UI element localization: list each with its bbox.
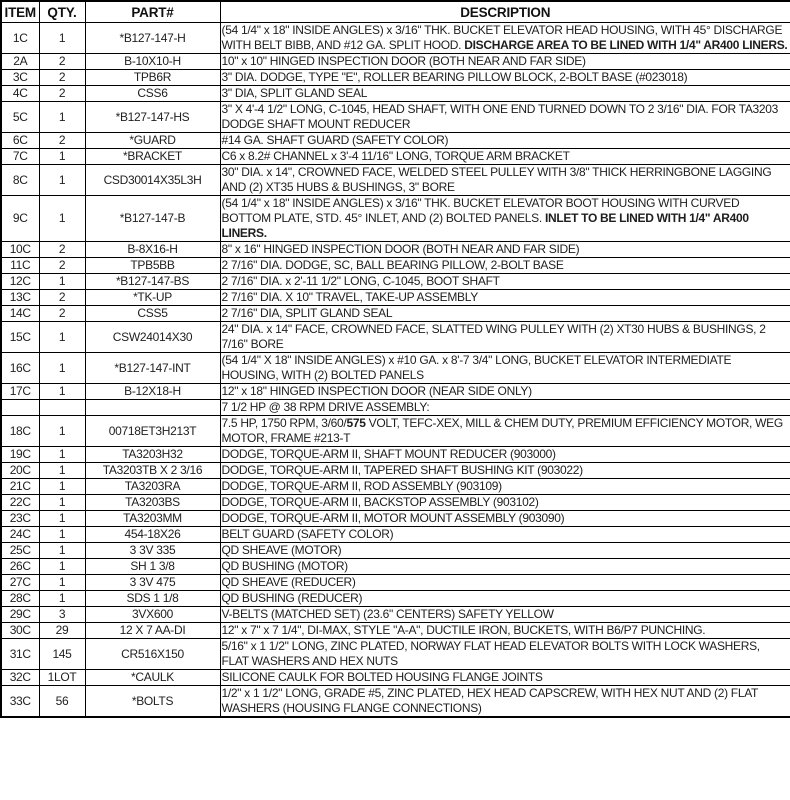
description-cell: QD BUSHING (MOTOR) xyxy=(220,559,790,575)
part-cell: B-12X18-H xyxy=(85,384,220,400)
qty-cell: 145 xyxy=(39,639,85,670)
table-row xyxy=(1,511,790,527)
table-row xyxy=(1,591,790,607)
table-row xyxy=(1,639,790,670)
table-row xyxy=(1,463,790,479)
qty-cell: 1 xyxy=(39,102,85,133)
part-cell: 3 3V 475 xyxy=(85,575,220,591)
qty-cell: 56 xyxy=(39,686,85,718)
table-row xyxy=(1,306,790,322)
table-body xyxy=(1,23,790,718)
item-cell: 20C xyxy=(1,463,39,479)
item-cell: 28C xyxy=(1,591,39,607)
table-row xyxy=(1,447,790,463)
qty-cell: 2 xyxy=(39,70,85,86)
qty-cell: 29 xyxy=(39,623,85,639)
table-row xyxy=(1,527,790,543)
description-cell: DODGE, TORQUE-ARM II, BACKSTOP ASSEMBLY (903102) xyxy=(220,495,790,511)
table-row xyxy=(1,416,790,447)
description-cell xyxy=(220,416,790,447)
qty-cell: 1 xyxy=(39,353,85,384)
description-cell: BELT GUARD (SAFETY COLOR) xyxy=(220,527,790,543)
description-cell: 2 7/16" DIA. DODGE, SC, BALL BEARING PILLOW, 2-BOLT BASE xyxy=(220,258,790,274)
table-row xyxy=(1,353,790,384)
qty-cell: 3 xyxy=(39,607,85,623)
table-row xyxy=(1,322,790,353)
item-cell: 26C xyxy=(1,559,39,575)
table-row xyxy=(1,23,790,54)
item-cell xyxy=(1,400,39,416)
item-cell: 19C xyxy=(1,447,39,463)
item-cell: 13C xyxy=(1,290,39,306)
item-cell: 4C xyxy=(1,86,39,102)
qty-cell: 1 xyxy=(39,575,85,591)
description-cell: 3" X 4'-4 1/2" LONG, C-1045, HEAD SHAFT, WITH ONE END TURNED DOWN TO 2 3/16" DIA. FOR TA3203 DODGE SHAFT MOUNT REDUCER xyxy=(220,102,790,133)
item-cell: 29C xyxy=(1,607,39,623)
description-segment: VOLT, TEFC-XEX, MILL & CHEM DUTY, PREMIUM EFFICIENCY MOTOR, WEG MOTOR, FRAME #213-T xyxy=(221,416,783,445)
item-cell: 9C xyxy=(1,196,39,242)
qty-cell: 2 xyxy=(39,258,85,274)
item-cell: 17C xyxy=(1,384,39,400)
part-cell: *B127-147-HS xyxy=(85,102,220,133)
part-cell: *B127-147-H xyxy=(85,23,220,54)
item-cell: 10C xyxy=(1,242,39,258)
qty-cell: 1 xyxy=(39,591,85,607)
description-segment: DISCHARGE AREA TO BE LINED WITH 1/4" AR400 LINERS. xyxy=(464,38,788,52)
qty-cell: 1 xyxy=(39,165,85,196)
item-cell: 7C xyxy=(1,149,39,165)
qty-cell: 1 xyxy=(39,23,85,54)
qty-cell: 1 xyxy=(39,322,85,353)
part-cell: *B127-147-B xyxy=(85,196,220,242)
part-cell: TA3203MM xyxy=(85,511,220,527)
description-segment: (54 1/4" x 18" INSIDE ANGLES) x 3/16" THK. BUCKET ELEVATOR HEAD HOUSING, WITH 45° DISCHARGE WITH BELT BIBB, AND #12 GA. SPLIT HOOD. xyxy=(221,23,783,52)
description-cell xyxy=(220,23,790,54)
part-cell: TPB6R xyxy=(85,70,220,86)
item-cell: 5C xyxy=(1,102,39,133)
item-cell: 33C xyxy=(1,686,39,718)
qty-cell: 2 xyxy=(39,242,85,258)
description-segment: INLET TO BE LINED WITH 1/4" AR400 LINERS. xyxy=(221,211,749,240)
part-cell: SDS 1 1/8 xyxy=(85,591,220,607)
item-cell: 12C xyxy=(1,274,39,290)
part-cell: *BRACKET xyxy=(85,149,220,165)
part-cell: 12 X 7 AA-DI xyxy=(85,623,220,639)
description-cell: 3" DIA. DODGE, TYPE "E", ROLLER BEARING PILLOW BLOCK, 2-BOLT BASE (#023018) xyxy=(220,70,790,86)
table-row xyxy=(1,575,790,591)
table-row xyxy=(1,165,790,196)
table-row xyxy=(1,623,790,639)
part-cell: TA3203RA xyxy=(85,479,220,495)
part-cell: 00718ET3H213T xyxy=(85,416,220,447)
item-cell: 31C xyxy=(1,639,39,670)
part-cell: SH 1 3/8 xyxy=(85,559,220,575)
part-cell: TA3203BS xyxy=(85,495,220,511)
table-row xyxy=(1,290,790,306)
description-cell: (54 1/4" X 18" INSIDE ANGLES) x #10 GA. x 8'-7 3/4" LONG, BUCKET ELEVATOR INTERMEDIATE HOUSING, WITH (2) BOLTED PANELS xyxy=(220,353,790,384)
description-segment: 7.5 HP, 1750 RPM, 3/60/ xyxy=(221,416,347,430)
part-cell: 3VX600 xyxy=(85,607,220,623)
table-row xyxy=(1,400,790,416)
item-cell: 30C xyxy=(1,623,39,639)
part-cell: *GUARD xyxy=(85,133,220,149)
item-cell: 22C xyxy=(1,495,39,511)
description-cell xyxy=(220,196,790,242)
item-cell: 15C xyxy=(1,322,39,353)
table-row xyxy=(1,133,790,149)
header-qty: QTY. xyxy=(39,1,85,23)
table-row xyxy=(1,54,790,70)
qty-cell: 2 xyxy=(39,290,85,306)
part-cell: CSS5 xyxy=(85,306,220,322)
description-cell: 7 1/2 HP @ 38 RPM DRIVE ASSEMBLY: xyxy=(220,400,790,416)
part-cell: CSW24014X30 xyxy=(85,322,220,353)
qty-cell: 1LOT xyxy=(39,670,85,686)
qty-cell xyxy=(39,400,85,416)
table-row xyxy=(1,196,790,242)
description-cell: DODGE, TORQUE-ARM II, TAPERED SHAFT BUSHING KIT (903022) xyxy=(220,463,790,479)
header-row xyxy=(1,1,790,23)
item-cell: 11C xyxy=(1,258,39,274)
header-part: PART# xyxy=(85,1,220,23)
description-segment: 575 xyxy=(346,416,366,430)
qty-cell: 1 xyxy=(39,196,85,242)
part-cell: 454-18X26 xyxy=(85,527,220,543)
table-row xyxy=(1,495,790,511)
qty-cell: 1 xyxy=(39,543,85,559)
table-row xyxy=(1,70,790,86)
table-row xyxy=(1,274,790,290)
description-cell: 10" x 10" HINGED INSPECTION DOOR (BOTH NEAR AND FAR SIDE) xyxy=(220,54,790,70)
description-cell: 12" x 18" HINGED INSPECTION DOOR (NEAR SIDE ONLY) xyxy=(220,384,790,400)
description-cell: DODGE, TORQUE-ARM II, MOTOR MOUNT ASSEMBLY (903090) xyxy=(220,511,790,527)
qty-cell: 2 xyxy=(39,86,85,102)
description-cell: 8" x 16" HINGED INSPECTION DOOR (BOTH NEAR AND FAR SIDE) xyxy=(220,242,790,258)
item-cell: 24C xyxy=(1,527,39,543)
part-cell: *B127-147-INT xyxy=(85,353,220,384)
item-cell: 1C xyxy=(1,23,39,54)
item-cell: 8C xyxy=(1,165,39,196)
part-cell: *BOLTS xyxy=(85,686,220,718)
description-cell: DODGE, TORQUE-ARM II, ROD ASSEMBLY (903109) xyxy=(220,479,790,495)
qty-cell: 1 xyxy=(39,495,85,511)
part-cell: CSD30014X35L3H xyxy=(85,165,220,196)
item-cell: 32C xyxy=(1,670,39,686)
qty-cell: 1 xyxy=(39,447,85,463)
description-cell: 5/16" x 1 1/2" LONG, ZINC PLATED, NORWAY FLAT HEAD ELEVATOR BOLTS WITH LOCK WASHERS, FLAT WASHERS AND HEX NUTS xyxy=(220,639,790,670)
description-cell: V-BELTS (MATCHED SET) (23.6" CENTERS) SAFETY YELLOW xyxy=(220,607,790,623)
part-cell: CR516X150 xyxy=(85,639,220,670)
qty-cell: 1 xyxy=(39,274,85,290)
part-cell: TA3203TB X 2 3/16 xyxy=(85,463,220,479)
header-item: ITEM xyxy=(1,1,39,23)
qty-cell: 2 xyxy=(39,306,85,322)
part-cell: TA3203H32 xyxy=(85,447,220,463)
table-row xyxy=(1,149,790,165)
description-cell: QD SHEAVE (REDUCER) xyxy=(220,575,790,591)
part-cell: *CAULK xyxy=(85,670,220,686)
table-row xyxy=(1,102,790,133)
qty-cell: 1 xyxy=(39,149,85,165)
table-row xyxy=(1,384,790,400)
qty-cell: 1 xyxy=(39,527,85,543)
item-cell: 6C xyxy=(1,133,39,149)
description-cell: 24" DIA. x 14" FACE, CROWNED FACE, SLATTED WING PULLEY WITH (2) XT30 HUBS & BUSHINGS, 2 7/16" BORE xyxy=(220,322,790,353)
description-cell: 3" DIA, SPLIT GLAND SEAL xyxy=(220,86,790,102)
description-cell: 30" DIA. x 14", CROWNED FACE, WELDED STEEL PULLEY WITH 3/8" THICK HERRINGBONE LAGGING AND (2) XT35 HUBS & BUSHINGS, 3" BORE xyxy=(220,165,790,196)
table-row xyxy=(1,670,790,686)
description-cell: #14 GA. SHAFT GUARD (SAFETY COLOR) xyxy=(220,133,790,149)
part-cell: *TK-UP xyxy=(85,290,220,306)
table-row xyxy=(1,86,790,102)
item-cell: 14C xyxy=(1,306,39,322)
item-cell: 16C xyxy=(1,353,39,384)
item-cell: 21C xyxy=(1,479,39,495)
qty-cell: 2 xyxy=(39,54,85,70)
item-cell: 27C xyxy=(1,575,39,591)
qty-cell: 1 xyxy=(39,511,85,527)
qty-cell: 1 xyxy=(39,559,85,575)
item-cell: 2A xyxy=(1,54,39,70)
description-cell: QD SHEAVE (MOTOR) xyxy=(220,543,790,559)
table-header xyxy=(1,1,790,23)
description-cell: DODGE, TORQUE-ARM II, SHAFT MOUNT REDUCER (903000) xyxy=(220,447,790,463)
table-row xyxy=(1,607,790,623)
description-cell: SILICONE CAULK FOR BOLTED HOUSING FLANGE JOINTS xyxy=(220,670,790,686)
description-cell: C6 x 8.2# CHANNEL x 3'-4 11/16" LONG, TORQUE ARM BRACKET xyxy=(220,149,790,165)
qty-cell: 1 xyxy=(39,479,85,495)
qty-cell: 1 xyxy=(39,384,85,400)
description-cell: 2 7/16" DIA. X 10" TRAVEL, TAKE-UP ASSEMBLY xyxy=(220,290,790,306)
description-cell: 1/2" x 1 1/2" LONG, GRADE #5, ZINC PLATED, HEX HEAD CAPSCREW, WITH HEX NUT AND (2) FLAT WASHERS (HOUSING FLANGE CONNECTIONS) xyxy=(220,686,790,718)
part-cell: *B127-147-BS xyxy=(85,274,220,290)
item-cell: 25C xyxy=(1,543,39,559)
part-cell: 3 3V 335 xyxy=(85,543,220,559)
item-cell: 3C xyxy=(1,70,39,86)
qty-cell: 1 xyxy=(39,463,85,479)
item-cell: 18C xyxy=(1,416,39,447)
description-cell: 2 7/16" DIA, SPLIT GLAND SEAL xyxy=(220,306,790,322)
part-cell: B-10X10-H xyxy=(85,54,220,70)
part-cell: TPB5BB xyxy=(85,258,220,274)
item-cell: 23C xyxy=(1,511,39,527)
table-row xyxy=(1,686,790,718)
description-cell: 12" x 7" x 7 1/4", DI-MAX, STYLE "A-A", DUCTILE IRON, BUCKETS, WITH B6/P7 PUNCHING. xyxy=(220,623,790,639)
description-cell: QD BUSHING (REDUCER) xyxy=(220,591,790,607)
description-cell: 2 7/16" DIA. x 2'-11 1/2" LONG, C-1045, BOOT SHAFT xyxy=(220,274,790,290)
part-cell xyxy=(85,400,220,416)
header-description: DESCRIPTION xyxy=(220,1,790,23)
description-segment: (54 1/4" x 18" INSIDE ANGLES) x 3/16" THK. BUCKET ELEVATOR BOOT HOUSING WITH CURVED BOTTOM PLATE, STD. 45° INLET, AND (2) BOLTED PANELS. xyxy=(221,196,740,225)
table-row xyxy=(1,258,790,274)
table-row xyxy=(1,242,790,258)
part-cell: CSS6 xyxy=(85,86,220,102)
table-row xyxy=(1,559,790,575)
table-row xyxy=(1,543,790,559)
qty-cell: 2 xyxy=(39,133,85,149)
part-cell: B-8X16-H xyxy=(85,242,220,258)
qty-cell: 1 xyxy=(39,416,85,447)
table-row xyxy=(1,479,790,495)
